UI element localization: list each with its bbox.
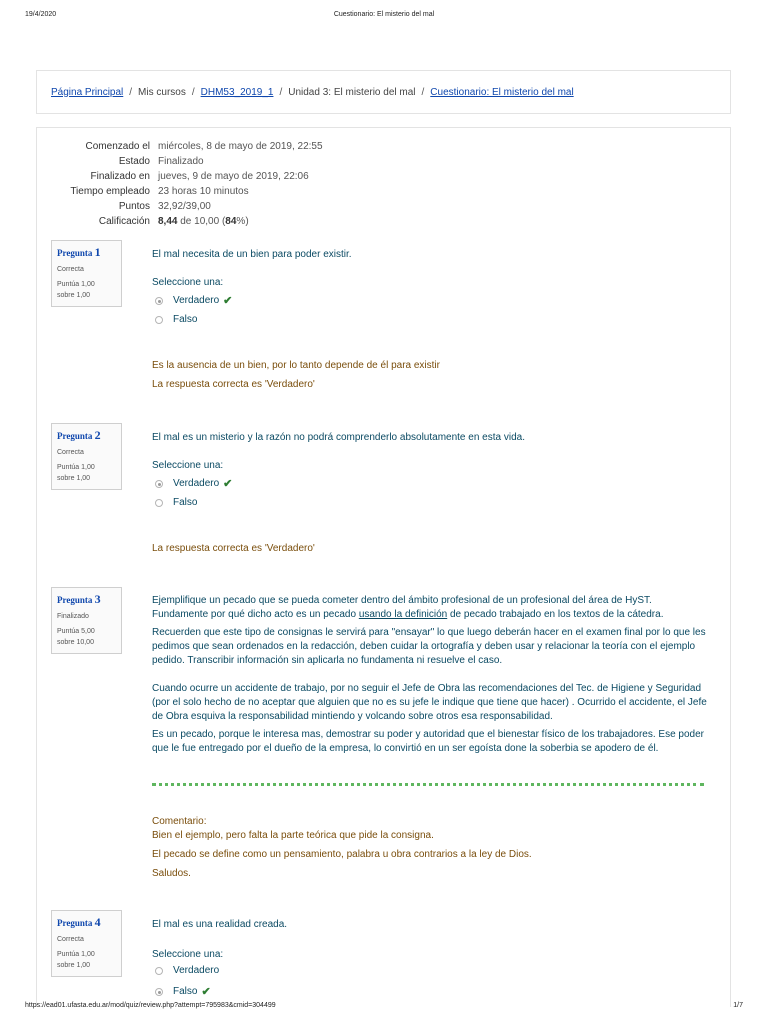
question-grade <box>57 462 116 484</box>
breadcrumb-separator: / <box>421 86 425 98</box>
grade-line: sobre 1,00 <box>57 292 91 299</box>
summary-value <box>158 216 249 227</box>
summary-label: Tiempo empleado <box>70 186 150 197</box>
grade-close: %) <box>236 216 249 227</box>
right-answer: La respuesta correcta es 'Verdadero' <box>152 379 315 390</box>
option-label: Falso <box>173 497 198 508</box>
correct-check-icon: ✔ <box>223 295 233 307</box>
question-info-1 <box>51 240 122 307</box>
question-label: Pregunta <box>57 248 93 258</box>
summary-label: Comenzado el <box>85 141 150 152</box>
text-fragment: Fundamente por qué dicho acto es un pecado <box>152 609 359 620</box>
underlined-text: usando la definición <box>358 609 448 620</box>
print-page-count: 1/7 <box>733 1002 743 1009</box>
question-title <box>57 592 116 607</box>
breadcrumb-my-courses: Mis cursos <box>138 86 186 98</box>
option-false[interactable] <box>155 497 197 508</box>
question-title <box>57 245 116 260</box>
answer-paragraph: Cuando ocurre un accidente de trabajo, por no seguir el Jefe de Obra las recomendaciones del Tec. de Higiene y Seguridad (por el solo hecho de no aceptar que alguien que no es su jefe le indique que tiene que hacer) . Ocurrido el accidente, el Jefe de Obra esquiva la responsabilidad mintiendo y volcando sobre otros esa responsabilidad. <box>152 683 707 722</box>
question-grade <box>57 279 116 301</box>
grade-line: sobre 10,00 <box>57 639 94 646</box>
grade-of: de 10,00 ( <box>180 216 226 227</box>
summary-label: Puntos <box>118 201 150 212</box>
grader-comment <box>152 815 702 881</box>
question-text: El mal es una realidad creada. <box>152 919 288 930</box>
summary-label: Estado <box>118 156 150 167</box>
question-number: 2 <box>94 428 101 442</box>
breadcrumb-separator: / <box>129 86 133 98</box>
correct-check-icon: ✔ <box>223 478 233 490</box>
answer-paragraph: Es un pecado, porque le interesa mas, demostrar su poder y autoridad que el bienestar físico de los trabajadores. Ese poder que le fue entregado por el dueño de la empresa, lo convirtió en un ser egoísta done la soberbia se apodero de él. <box>152 729 704 754</box>
summary-value: jueves, 9 de mayo de 2019, 22:06 <box>158 171 309 182</box>
question-info-4 <box>51 910 122 977</box>
radio-button[interactable] <box>155 297 163 305</box>
breadcrumb-course-link[interactable]: DHM53_2019_1 <box>200 86 274 98</box>
grade-line: sobre 1,00 <box>57 962 91 969</box>
summary-value: miércoles, 8 de mayo de 2019, 22:55 <box>158 141 323 152</box>
option-label: Verdadero <box>173 478 220 489</box>
question-info-3 <box>51 587 122 654</box>
question-title <box>57 915 116 930</box>
option-true[interactable] <box>155 294 232 307</box>
answer-divider <box>152 783 704 786</box>
question-paragraph <box>152 608 707 622</box>
question-paragraph: Recuerden que este tipo de consignas le servirá para "ensayar" lo que luego deberán hacer en el examen final por lo que les pedimos que sean ordenados en la redacción, deben cuidar la ortografía y deben usar y relacionar la teoría con el ejemplo pedido. Transcribir información sin aplicarla no fundamenta ni resuelve el caso. <box>152 627 706 666</box>
summary-label: Calificación <box>98 216 150 227</box>
comment-line: Bien el ejemplo, pero falta la parte teórica que pide la consigna. <box>152 830 434 841</box>
question-number: 3 <box>94 592 101 606</box>
option-label: Verdadero <box>173 965 220 976</box>
print-header <box>0 11 768 23</box>
summary-value: 32,92/39,00 <box>158 201 211 212</box>
grade-line: Puntúa 1,00 <box>57 951 95 958</box>
correct-check-icon: ✔ <box>201 986 211 998</box>
option-true[interactable] <box>155 477 232 490</box>
question-state: Finalizado <box>57 613 89 620</box>
grade-score: 8,44 <box>158 216 178 227</box>
option-label: Falso <box>173 986 198 997</box>
breadcrumb-home-link[interactable]: Página Principal <box>51 86 124 98</box>
question-state: Correcta <box>57 449 84 456</box>
question-info-2 <box>51 423 122 490</box>
breadcrumb-bar <box>36 70 731 114</box>
specific-feedback: Es la ausencia de un bien, por lo tanto depende de él para existir <box>152 360 440 371</box>
select-prompt: Seleccione una: <box>152 949 224 960</box>
question-number: 1 <box>94 245 101 259</box>
question-title <box>57 428 116 443</box>
question-state: Correcta <box>57 266 84 273</box>
option-label: Verdadero <box>173 295 220 306</box>
summary-value: 23 horas 10 minutos <box>158 186 249 197</box>
breadcrumb-separator: / <box>279 86 283 98</box>
right-answer: La respuesta correcta es 'Verdadero' <box>152 543 315 554</box>
radio-button[interactable] <box>155 316 163 324</box>
question-text <box>152 594 707 756</box>
radio-button[interactable] <box>155 480 163 488</box>
print-date: 19/4/2020 <box>25 11 57 18</box>
print-footer <box>0 1002 768 1014</box>
question-state: Correcta <box>57 936 84 943</box>
question-label: Pregunta <box>57 918 93 928</box>
breadcrumb-separator: / <box>191 86 195 98</box>
grade-line: Puntúa 5,00 <box>57 628 95 635</box>
text-fragment: de pecado trabajado en los textos de la cátedra. <box>447 609 664 620</box>
grade-line: Puntúa 1,00 <box>57 464 95 471</box>
grade-line: sobre 1,00 <box>57 475 91 482</box>
select-prompt: Seleccione una: <box>152 460 224 471</box>
question-label: Pregunta <box>57 431 93 441</box>
question-number: 4 <box>94 915 101 929</box>
comment-line: El pecado se define como un pensamiento, palabra u obra contrarios a la ley de Dios. <box>152 849 532 860</box>
question-paragraph: Ejemplifique un pecado que se pueda cometer dentro del ámbito profesional de un profesional del área de HyST. <box>152 595 652 606</box>
print-title: Cuestionario: El misterio del mal <box>333 11 435 18</box>
comment-line: Saludos. <box>152 868 191 879</box>
option-label: Falso <box>173 314 198 325</box>
question-grade <box>57 949 116 971</box>
option-true[interactable] <box>155 965 219 976</box>
comment-label: Comentario: <box>152 816 207 827</box>
summary-value: Finalizado <box>158 156 204 167</box>
select-prompt: Seleccione una: <box>152 277 224 288</box>
option-false[interactable] <box>155 985 211 998</box>
breadcrumb <box>51 87 574 98</box>
option-false[interactable] <box>155 314 197 325</box>
breadcrumb-unit: Unidad 3: El misterio del mal <box>288 86 416 98</box>
question-label: Pregunta <box>57 595 93 605</box>
grade-percent: 84 <box>225 216 237 227</box>
breadcrumb-quiz-link[interactable]: Cuestionario: El misterio del mal <box>430 86 574 98</box>
radio-button[interactable] <box>155 988 163 996</box>
radio-button[interactable] <box>155 967 163 975</box>
question-text: El mal necesita de un bien para poder existir. <box>152 249 352 260</box>
print-url: https://ead01.ufasta.edu.ar/mod/quiz/review.php?attempt=795983&cmid=304499 <box>25 1002 276 1009</box>
question-grade <box>57 626 116 648</box>
question-text: El mal es un misterio y la razón no podrá comprenderlo absolutamente en esta vida. <box>152 432 525 443</box>
summary-label: Finalizado en <box>90 171 150 182</box>
radio-button[interactable] <box>155 499 163 507</box>
grade-line: Puntúa 1,00 <box>57 281 95 288</box>
